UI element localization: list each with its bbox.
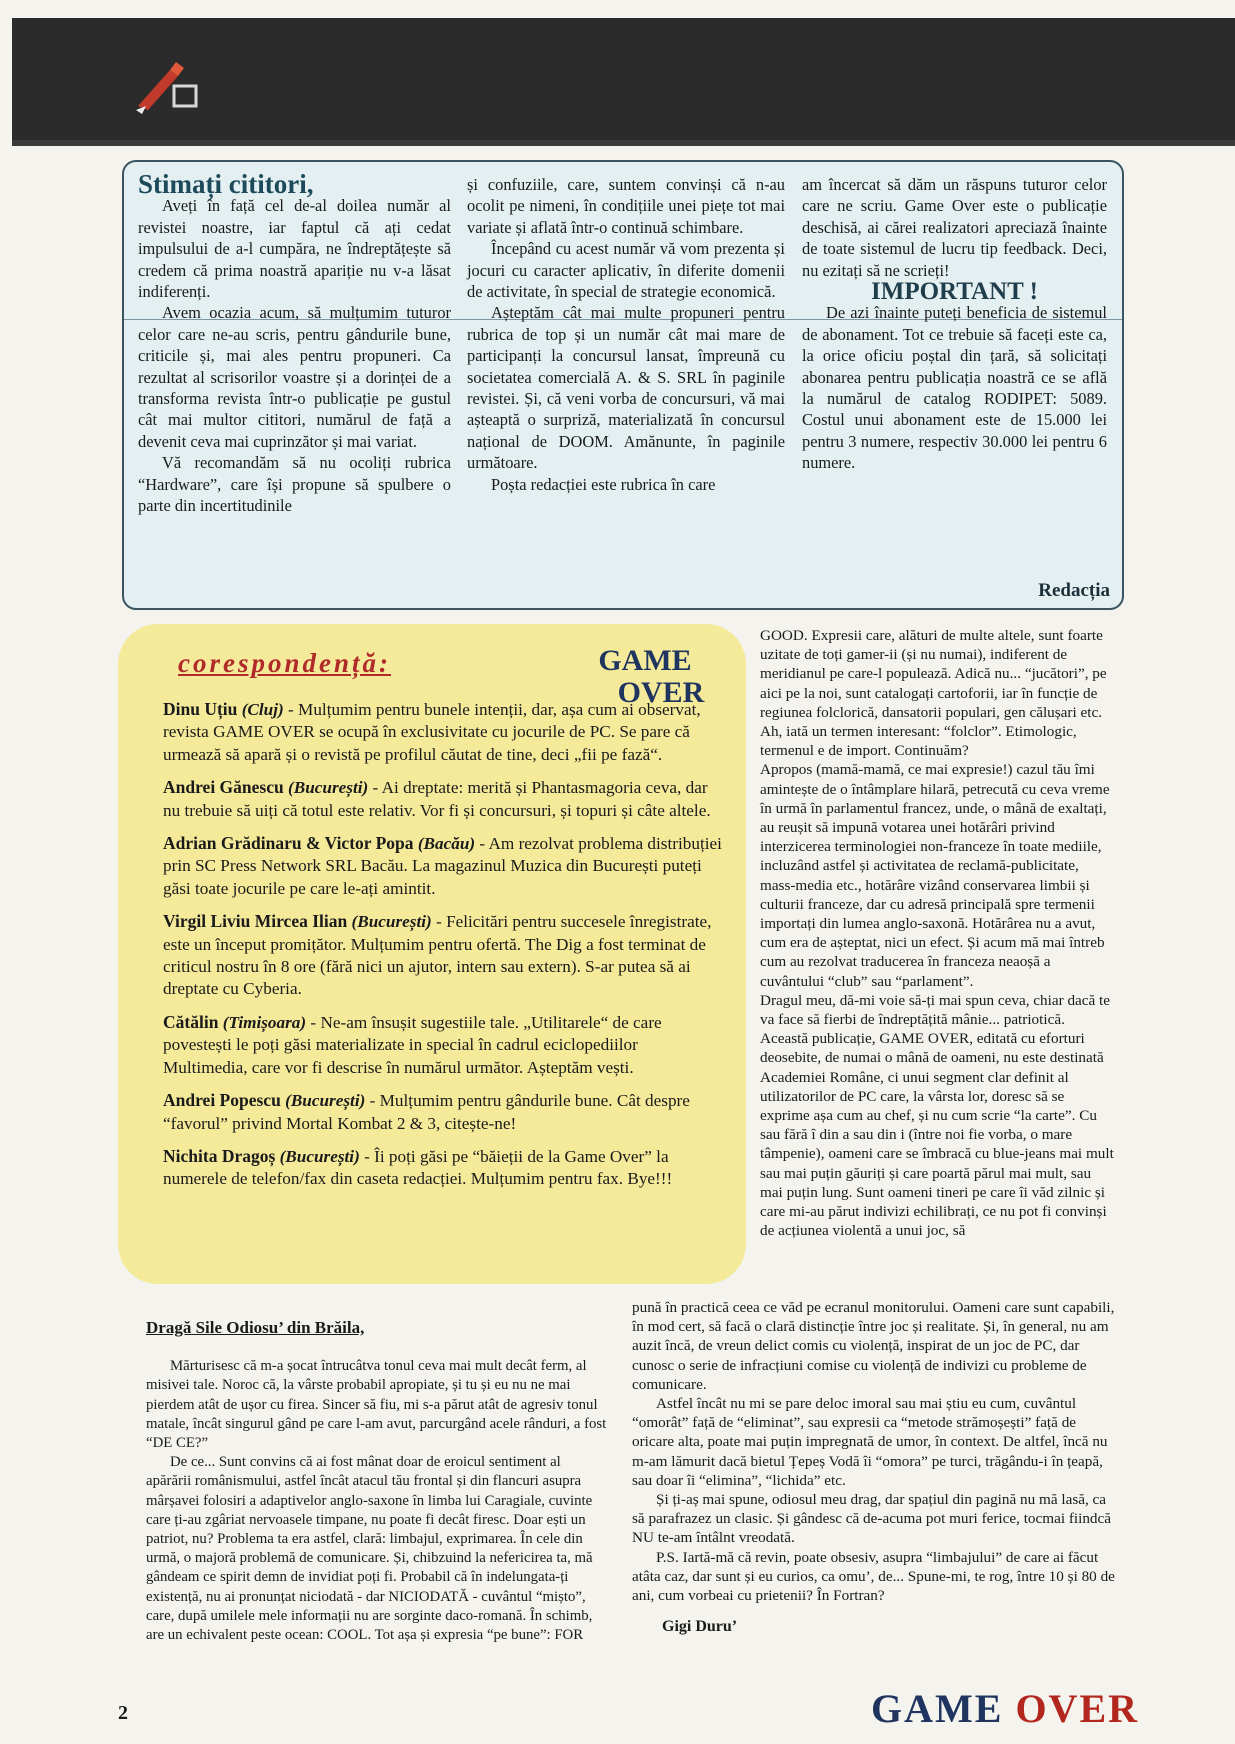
correspondence-reply: - Ai dreptate: merită și Phantasmagoria ceva, dar nu trebuie să uiți că totul este relativ. Vor fi și concursuri, și topuri și câte altele.	[163, 778, 711, 820]
correspondence-title: corespondență:	[178, 648, 391, 678]
correspondence-entry	[163, 698, 723, 766]
correspondence-entry	[163, 1145, 723, 1191]
reply-right-column	[760, 626, 1115, 1241]
correspondent-name: Dinu Uțiu	[163, 699, 238, 719]
correspondent-name: Andrei Gănescu	[163, 777, 284, 798]
reply-paragraph: pună în practică ceea ce văd pe ecranul monitorului. Oameni care sunt capabili, în mod cert, să facă o clară distincție între joc și realitate. Și, în general, nu am auzit încă, de vreun delict comis cu violență, inspirat de un joc de PC, dar cunosc o serie de infracțiuni comise cu violență de indivizi cu probleme de comunicare.	[632, 1299, 1115, 1393]
important-heading: IMPORTANT !	[871, 278, 1038, 306]
letter-section	[146, 1318, 608, 1645]
correspondent-city: (Cluj)	[241, 700, 284, 719]
correspondence-reply: - Ne-am însușit sugestiile tale. „Utilitarele“ de care povestești le poți găsi materializate in special în cadrul eciclopediilor Multimedia, care vor fi descrise în numărul următor. Așteptăm vești.	[163, 1012, 662, 1077]
footer-logo-game: GAME	[871, 1686, 1004, 1731]
correspondent-city: (Bacău)	[417, 834, 476, 854]
important-text: De azi înainte puteți beneficia de sistemul de abonament. Tot ce trebuie să faceți este ca, la orice oficiu poștal din țară, să solicitați abonarea pentru publicația noastră ce se află la numărul de catalog RODIPET: 5089. Costul unui abonament este de 15.000 lei pentru 3 numere, respectiv 30.000 lei pentru 6 numere.	[802, 303, 1107, 473]
editorial-paragraph: și confuziile, care, suntem convinși că n-au ocolit pe nimeni, în condițiile unei piețe tot mai variate și aflată într-o continuă schimbare.	[467, 175, 785, 237]
editorial-paragraph: Începând cu acest număr vă vom prezenta și jocuri cu caracter aplicativ, în diferite domenii de activitate, în special de strategie economică.	[467, 239, 785, 302]
correspondence-entry	[163, 776, 723, 822]
logo-over-text: OVER	[617, 676, 705, 709]
letter-title: Dragă Sile Odiosu’ din Brăila,	[146, 1318, 365, 1337]
correspondent-name: Nichita Dragoș	[163, 1145, 276, 1166]
correspondence-reply: - Mulțumim pentru bunele intenții, dar, așa cum ai observat, revista GAME OVER se ocupă în exclusivitate cu jocurile de PC. Se pare că urmează să apară și o revistă pe profilul căutat de tine, deci „fii pe fază“.	[163, 700, 701, 764]
editorial-paragraph: Vă recomandăm să nu ocoliți rubrica “Hardware”, care își propune să spulbere o parte din incertitudinile	[138, 453, 451, 516]
postscript: P.S. Iartă-mă că revin, poate obsesiv, asupra “limbajului” de care ai făcut atâta caz, dar sunt și eu curios, ca omu’, de... Spune-mi, te rog, între 10 și 80 de ani, cum vorbeai cu prietenii? În Fortran?	[632, 1548, 1115, 1605]
editorial-column-2	[467, 174, 785, 495]
editorial-paragraph: Poșta redacției este rubrica în care	[491, 474, 716, 494]
correspondent-city: (București)	[279, 1146, 360, 1166]
reply-paragraph: Și ți-aș mai spune, odiosul meu drag, dar spațiul din pagină nu mă lasă, ca să parafrazez un clasic. Și gândesc că de-acuma pot muri ferice, tocmai fiindcă NU te-am întâlnt vreodată.	[632, 1491, 1112, 1547]
letter-paragraph: De ce... Sunt convins că ai fost mânat doar de eroicul sentiment al apărării românismului, astfel încât atacul tău frontal și din flancuri asupra mârșavei folosiri a adaptivelor anglo-saxone în limba lui Caragiale, cuvinte care ți-au zgâriat nervoasele timpane, nu poate fi decât firesc. Doar ești un patriot, nu? Problema ta era astfel, clară: limbajul, exprimarea. În cele din urmă, o majoră problemă de comunicare. Și, chibzuind la nefericirea ta, mă gândeam ce spirit demn de invidiat poți fi. Probabil că în indelungata-ți existență, nu ai pronunțat niciodată - dar NICIODATĂ - cuvântul “mișto”, care, după umilele mele informații nu are sorginte daco-romană. În schimb, are un echivalent peste ocean: COOL. Tot așa și expresia “pe bune”: FOR	[146, 1454, 593, 1644]
editorial-column-3	[802, 174, 1107, 474]
letter-paragraph: Mărturisesc că m-a șocat întrucâtva tonul ceva mai mult decât ferm, al misivei tale. Noroc că, la vârste probabil apropiate, și tu și eu nu ne mai pierdem atât de ușor cu firea. Sincer să fiu, mi s-a părut atât de agresiv tonul matale, încât singurul gând pe care l-am avut, parcurgând acele rânduri, a fost “DE CE?”	[146, 1358, 607, 1452]
correspondent-name: Andrei Popescu	[163, 1090, 281, 1111]
correspondent-name: Cătălin	[163, 1011, 219, 1032]
correspondence-reply: - Îi poți găsi pe “băieții de la Game Over” la numerele de telefon/fax din caseta redacției. Mulțumim pentru fax. Bye!!!	[163, 1146, 673, 1189]
editorial-paragraph: Așteptăm cât mai multe propuneri pentru rubrica de top și un număr cât mai mare de participanți la concursul lansat, împreună cu societatea comercială A. & S. SRL în paginile revistei. Și, că veni vorba de concursuri, vă mai așteaptă o surpriză, materializată în concursul național de DOOM. Amănunte, în paginile următoare.	[467, 303, 785, 473]
reply-signature: Gigi Duru’	[662, 1618, 738, 1636]
editorial-heading: Stimați cititori,	[138, 169, 314, 199]
correspondent-city: (București)	[288, 778, 369, 798]
correspondence-entry	[163, 832, 723, 900]
correspondence-box	[118, 624, 746, 1284]
correspondence-entry	[163, 1011, 723, 1079]
correspondent-name: Virgil Liviu Mircea Ilian	[163, 911, 348, 932]
editorial-box	[122, 160, 1124, 610]
correspondence-list	[163, 698, 723, 1201]
reply-paragraph: GOOD. Expresii care, alături de multe altele, sunt foarte uzitate de toți gamer-ii (și nu numai), indiferent de meridianul pe care-l populează. Adică nu... “jucători”, pe aici pe la noi, sunt catalogați cartoforii, iar în funcție de regiunea folclorică, dansatorii populari, gen călușari etc. Ah, iată un termen interesant: “folclor”. Etimologic, termenul e de import. Continuăm?	[760, 627, 1107, 760]
footer-logo	[871, 1685, 1139, 1732]
pen-logo-icon	[130, 56, 200, 116]
logo-game-text: GAME	[598, 644, 692, 677]
footer-logo-over: OVER	[1015, 1686, 1140, 1731]
reply-paragraph: Dragul meu, dă-mi voie să-ți mai spun ceva, chiar dacă te va face să fierbi de îndreptățită mânie... patriotică. Această publicație, GAME OVER, editată cu eforturi deosebite, de numai o mână de oameni, nu este destinată Academiei Române, ci unui segment clar definit al utilizatorilor de PC care, la vârsta lor, doresc să se exprime așa cum au chef, și nu cum scrie “la carte”. Cu sau fără î din a sau din i (între noi fie vorba, o mare tâmpenie), oameni care se îmbracă cu blue-jeans mai mult sau mai puțin găuriți și care poartă părul mai mult, sau mai puțin lung. Sunt oameni tineri pe care îi văd zilnic și care mi-au părut indivizi echilibrați, ce nu pot fi convinși de acțiunea violentă a unui joc, să	[760, 991, 1114, 1240]
correspondence-entry	[163, 1089, 723, 1135]
header-bar	[12, 18, 1235, 146]
reply-paragraph: Astfel încât nu mi se pare deloc imoral sau mai știu eu cum, cuvântul “omorât” față de “eliminat”, sau expresii ca “metode strămoșești” față de oricare alta, poate mai puțin impregnată de umor, în context. De altfel, încă nu m-am lămurit dacă bietul Țepeș Vodă îi “omora” pe turci, trăgându-i în țeapă, sau doar îi “elimina”, “lichida” etc.	[632, 1395, 1108, 1489]
reply-paragraph: Apropos (mamă-mamă, ce mai expresie!) cazul tău îmi amintește de o întâmplare hilară, petrecută cu ceva vreme în urmă în parlamentul francez, unde, o mână de exaltați, au reușit să impună votarea unei hotărâri privind interzicerea terminologiei non-franceze în toate mediile, incluzând astfel și activitatea de reclamă-publicitate, mass-media etc., hotărâre vizând conservarea limbii și culturii franceze, dar cu adresă principală spre termenii importați din lumea anglo-saxonă. Hotărârea nu a avut, cum era de așteptat, nici un efect. Și acum mă mai întreb cum au rezolvat traducerea în franceza neaoșă a cuvântului “club” sau “parlament”.	[760, 761, 1110, 990]
editorial-paragraph: am încercat să dăm un răspuns tuturor celor care ne scriu. Game Over este o publicație deschisă, ai cărei realizatori apreciază înainte de toate sistemul de lucru tip feedback. Deci, nu ezitați să ne scrieți!	[802, 175, 1107, 280]
correspondent-city: (Timișoara)	[222, 1012, 307, 1032]
editorial-signature: Redacția	[1038, 580, 1110, 601]
correspondence-reply: - Mulțumim pentru gândurile bune. Cât despre “favorul” privind Mortal Kombat 2 & 3, citește-ne!	[163, 1091, 690, 1133]
correspondent-city: (București)	[285, 1091, 366, 1111]
correspondence-reply: - Am rezolvat problema distribuției prin SC Press Network SRL Bacău. La magazinul Muzica din București puteți găsi toate jocurile pe care le-ați amintit.	[163, 834, 722, 898]
correspondent-city: (București)	[351, 912, 432, 932]
correspondence-reply: - Felicitări pentru succesele înregistrate, este un început promițător. Mulțumim pentru ofertă. The Dig a fost terminat de criticul nostru în 8 ore (fără nici un ajutor, intern sau extern). S-ar putea să ai dreptate cu Cyberia.	[163, 912, 712, 999]
reply-continuation	[632, 1298, 1116, 1636]
correspondence-entry	[163, 910, 723, 1001]
editorial-column-1	[138, 169, 451, 517]
correspondent-name: Adrian Grădinaru & Victor Popa	[163, 833, 414, 854]
editorial-paragraph: Avem ocazia acum, să mulțumim tuturor celor care ne-au scris, pentru gândurile bune, criticile și, mai ales pentru propuneri. Ca rezultat al scrisorilor voastre și a dorinței de a transforma revista într-o publicație pe gustul cât mai multor cititori, numărul de față a devenit ceva mai cuprinzător și mai variat.	[138, 303, 451, 451]
page-number: 2	[118, 1702, 128, 1724]
editorial-paragraph: Aveți în față cel de-al doilea număr al revistei noastre, iar faptul că ați cedat impulsului de a-l cumpăra, ne îndreptățește să credem că prima noastră apariție nu v-a lăsat indiferenți.	[138, 196, 451, 302]
